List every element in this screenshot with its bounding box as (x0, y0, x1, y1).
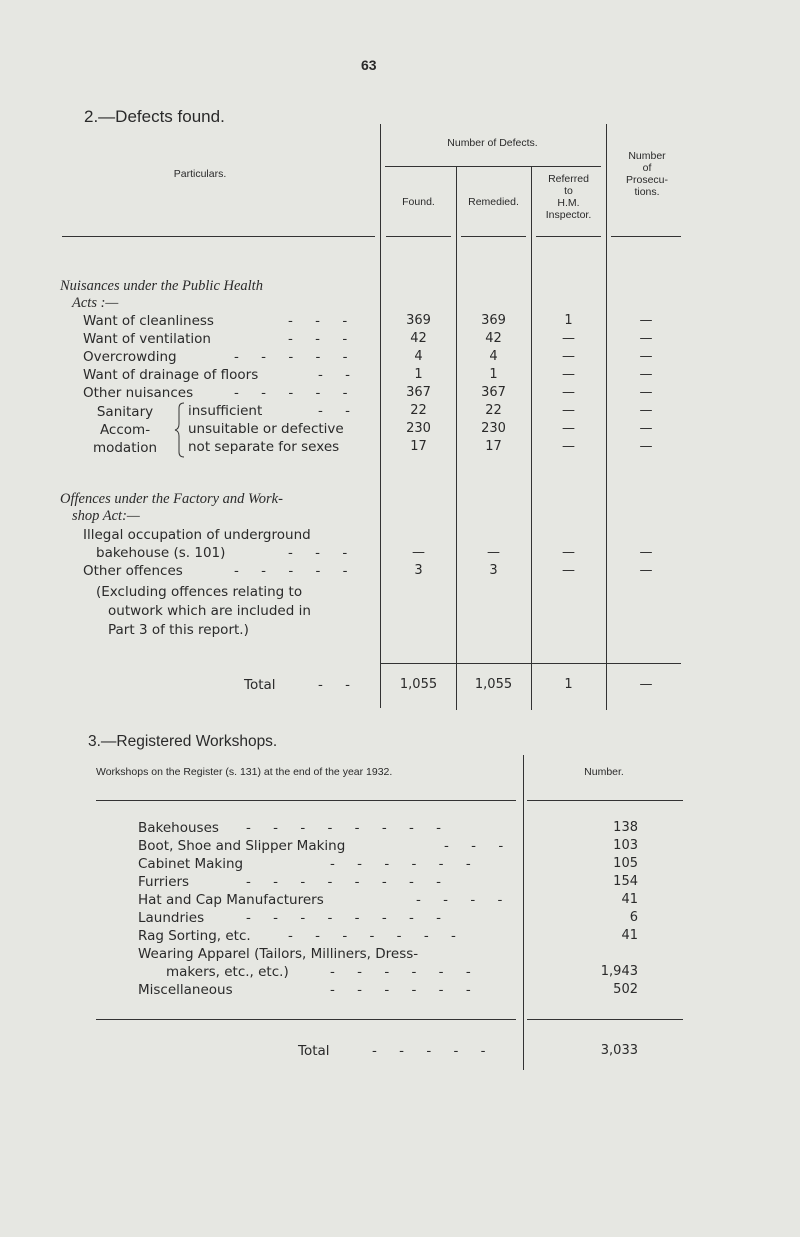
particulars-header: Particulars. (173, 168, 227, 180)
table-row (0, 331, 800, 349)
row-leader: - - - - - - (330, 982, 480, 998)
row-leader: - - - - - (234, 349, 357, 365)
table-row (0, 439, 800, 457)
table-row (0, 385, 800, 403)
table-row (0, 838, 800, 856)
prosecutions-value: — (639, 439, 653, 454)
referred-value: — (562, 385, 575, 400)
workshops-section-title: 3.—Registered Workshops. (88, 733, 278, 750)
workshop-count: 41 (621, 928, 638, 943)
header-bottom-rule (611, 236, 681, 237)
header-bottom-rule (461, 236, 526, 237)
prosecutions-value: — (639, 421, 653, 436)
referred-value: — (562, 563, 575, 578)
row-label: bakehouse (s. 101) (96, 545, 226, 561)
row-label: Furriers (138, 874, 190, 890)
referred-value: — (562, 439, 575, 454)
excluding-note-line: (Excluding offences relating to (96, 584, 303, 600)
row-leader: - - - - - - - - (246, 820, 451, 836)
table-row (0, 820, 800, 838)
found-value: 367 (406, 385, 431, 400)
total-remedied: 1,055 (474, 677, 513, 692)
offences-heading (60, 491, 283, 525)
total-row (0, 677, 800, 695)
sanitary-label-line: Accom- (99, 422, 151, 438)
workshop-count: 138 (613, 820, 638, 835)
header-bottom-rule (96, 800, 516, 801)
referred-header (531, 173, 606, 221)
remedied-value: 1 (489, 367, 498, 382)
row-label: Hat and Cap Manufacturers (138, 892, 324, 908)
header-bottom-rule (527, 800, 683, 801)
workshop-count: 154 (613, 874, 638, 889)
referred-header-line: Inspector. (545, 209, 592, 221)
referred-header-line: to (564, 185, 573, 197)
referred-value: — (562, 349, 575, 364)
total-prosecutions: — (639, 677, 653, 692)
row-label: Bakehouses (138, 820, 219, 836)
page-number: 63 (361, 57, 377, 73)
referred-value: — (562, 545, 575, 560)
found-value: 42 (410, 331, 427, 346)
row-leader: - - - - - - (330, 856, 480, 872)
row-leader: - - - - - (372, 1043, 495, 1059)
row-label: unsuitable or defective (188, 421, 344, 437)
excluding-note-line: Part 3 of this report.) (108, 622, 249, 638)
sanitary-label-line: Sanitary (96, 404, 154, 420)
row-leader: - - (318, 403, 360, 419)
table-row (0, 349, 800, 367)
row-label: Overcrowding (83, 349, 177, 365)
nuisances-heading-line: Acts :— (72, 295, 119, 311)
row-label: Cabinet Making (138, 856, 244, 872)
found-header: Found. (402, 196, 435, 208)
remedied-value: 230 (481, 421, 506, 436)
number-header: Number. (584, 766, 624, 778)
row-leader: - - (318, 367, 360, 383)
row-label: Boot, Shoe and Slipper Making (138, 838, 346, 854)
remedied-value: 42 (485, 331, 502, 346)
prosecutions-header (607, 150, 687, 198)
found-value: 22 (410, 403, 427, 418)
workshop-count: 103 (613, 838, 638, 853)
prosecutions-value: — (639, 545, 653, 560)
row-leader: - - - (288, 545, 357, 561)
row-label: makers, etc., etc.) (166, 964, 289, 980)
offences-heading-line: Offences under the Factory and Work- (60, 491, 283, 507)
remedied-value: 369 (481, 313, 506, 328)
found-value: 17 (410, 439, 427, 454)
row-leader: - - - - - - - - (246, 910, 451, 926)
header-bottom-rule (386, 236, 451, 237)
number-of-defects-header: Number of Defects. (447, 137, 538, 149)
row-leader: - - (318, 677, 360, 693)
table-row (0, 403, 800, 421)
excluding-note-line: outwork which are included in (108, 603, 311, 619)
row-leader: - - - - (416, 892, 512, 908)
remedied-value: 22 (485, 403, 502, 418)
total-referred: 1 (564, 677, 573, 692)
referred-header-line: H.M. (557, 197, 580, 209)
referred-header-line: Referred (548, 173, 589, 185)
table-row (0, 874, 800, 892)
referred-value: — (562, 331, 575, 346)
prosecutions-value: — (639, 367, 653, 382)
found-value: 230 (406, 421, 431, 436)
total-found: 1,055 (399, 677, 438, 692)
row-label: Want of drainage of floors (83, 367, 259, 383)
row-leader: - - - - - (234, 385, 357, 401)
prosecutions-header-line: tions. (634, 186, 660, 198)
total-workshops: 3,033 (600, 1043, 638, 1058)
row-label: Want of cleanliness (83, 313, 214, 329)
row-leader: - - - - - - - (288, 928, 465, 944)
header-bottom-rule (536, 236, 601, 237)
table-row (0, 367, 800, 385)
referred-value: — (562, 421, 575, 436)
workshop-count: 502 (613, 982, 638, 997)
row-label: Other nuisances (83, 385, 194, 401)
row-label: Miscellaneous (138, 982, 233, 998)
referred-value: — (562, 403, 575, 418)
row-label: Other offences (83, 563, 183, 579)
illegal-occupation-label: Illegal occupation of underground (83, 527, 311, 543)
remedied-value: 4 (489, 349, 498, 364)
table-row (0, 910, 800, 928)
remedied-value: 17 (485, 439, 502, 454)
table-row (0, 928, 800, 946)
row-label: not separate for sexes (188, 439, 340, 455)
defects-section-title: 2.—Defects found. (84, 107, 225, 126)
prosecutions-value: — (639, 313, 653, 328)
row-leader: - - - - - - (330, 964, 480, 980)
prosecutions-header-line: Number (628, 150, 666, 162)
total-rule (527, 1019, 683, 1020)
row-label: Rag Sorting, etc. (138, 928, 251, 944)
row-leader: - - - (288, 313, 357, 329)
total-rule (380, 663, 681, 664)
offences-heading-line: shop Act:— (72, 508, 140, 524)
row-leader: - - - - - (234, 563, 357, 579)
table-row (0, 421, 800, 439)
workshop-count: 41 (621, 892, 638, 907)
total-label: Total (298, 1043, 330, 1059)
prosecutions-value: — (639, 331, 653, 346)
wearing-apparel-label: Wearing Apparel (Tailors, Milliners, Dress- (138, 946, 419, 962)
prosecutions-value: — (639, 349, 653, 364)
row-label: insufficient (188, 403, 263, 419)
table-row (0, 892, 800, 910)
table-row (0, 856, 800, 874)
referred-value: 1 (564, 313, 573, 328)
workshops-register-header: Workshops on the Register (s. 131) at the end of the year 1932. (96, 766, 393, 778)
table-row (0, 313, 800, 331)
prosecutions-header-line: Prosecu- (625, 174, 668, 186)
workshop-count: 6 (629, 910, 638, 925)
header-bottom-rule (62, 236, 375, 237)
header-divider (385, 166, 601, 167)
found-value: 3 (414, 563, 423, 578)
table-row (0, 964, 800, 982)
prosecutions-value: — (639, 403, 653, 418)
prosecutions-value: — (639, 563, 653, 578)
nuisances-heading (60, 278, 263, 312)
row-label: Laundries (138, 910, 205, 926)
found-value: 369 (406, 313, 431, 328)
nuisances-heading-line: Nuisances under the Public Health (60, 278, 263, 294)
table-row (0, 545, 800, 563)
found-value: 1 (414, 367, 423, 382)
found-value: — (412, 545, 425, 560)
row-leader: - - - (288, 331, 357, 347)
row-leader: - - - - - - - - (246, 874, 451, 890)
remedied-header: Remedied. (468, 196, 519, 208)
total-row (0, 1043, 800, 1061)
remedied-value: 3 (489, 563, 498, 578)
found-value: 4 (414, 349, 423, 364)
remedied-value: — (487, 545, 500, 560)
workshop-count: 1,943 (600, 964, 638, 979)
row-leader: - - - (444, 838, 513, 854)
remedied-value: 367 (481, 385, 506, 400)
referred-value: — (562, 367, 575, 382)
workshop-count: 105 (613, 856, 638, 871)
row-label: Want of ventilation (83, 331, 211, 347)
excluding-note (96, 583, 311, 640)
total-label: Total (244, 677, 276, 693)
prosecutions-value: — (639, 385, 653, 400)
prosecutions-header-line: of (642, 162, 652, 174)
sanitary-label-line: modation (92, 440, 158, 456)
table-row (0, 982, 800, 1000)
total-rule (96, 1019, 516, 1020)
table-row (0, 563, 800, 581)
